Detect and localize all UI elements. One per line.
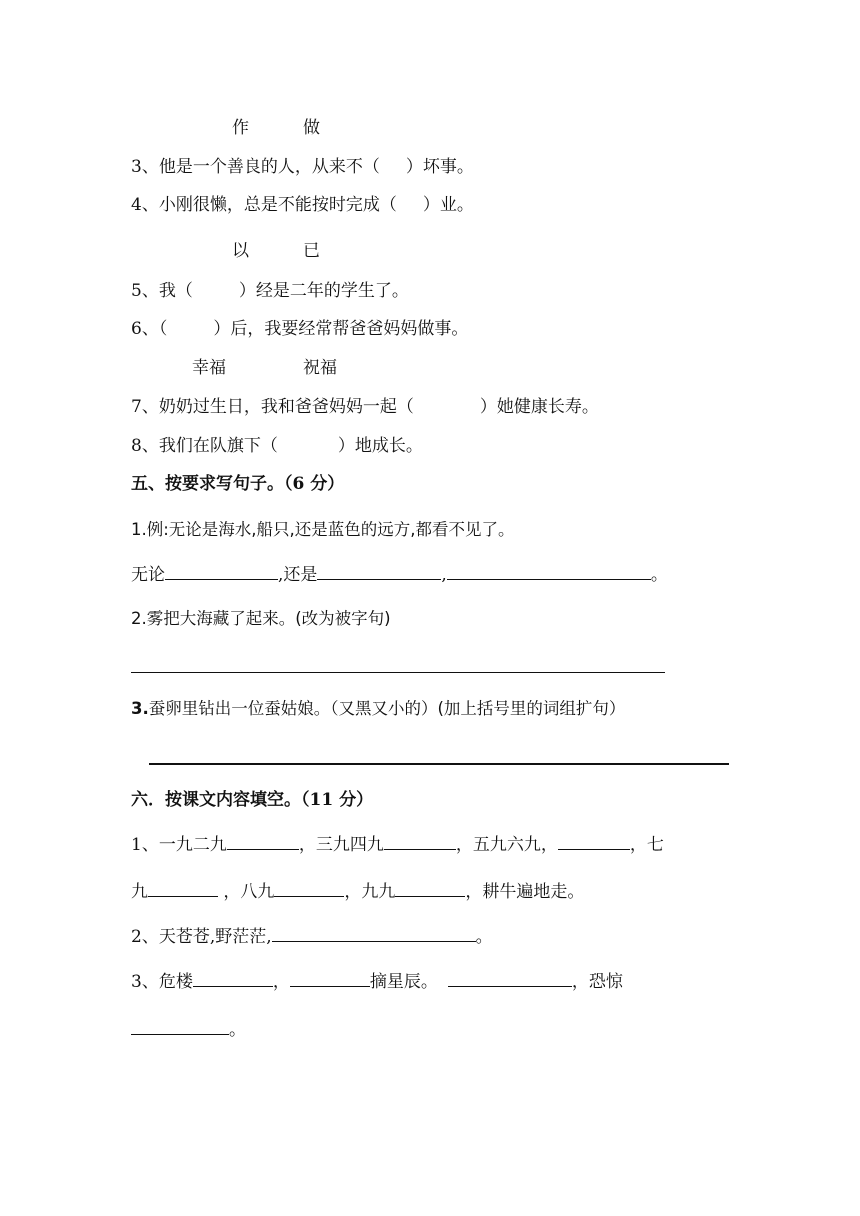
answer-blank[interactable]	[317, 563, 441, 580]
question-4	[131, 194, 474, 216]
question-text: ，七	[629, 835, 664, 855]
question-text: 2、天苍苍,野茫茫,	[131, 927, 272, 947]
answer-blank[interactable]	[447, 563, 651, 580]
question-text: ，耕牛遍地走。	[465, 882, 585, 902]
question-7	[131, 396, 599, 418]
section-5-q2: 2.雾把大海藏了起来。(改为被字句)	[131, 609, 391, 628]
answer-blank[interactable]	[148, 880, 218, 897]
question-text: 6、（	[131, 319, 168, 339]
question-text: 7、奶奶过生日，我和爸爸妈妈一起（	[131, 397, 414, 417]
word-option: 祝福	[303, 358, 337, 378]
question-text: ）经是二年的学生了。	[238, 281, 409, 301]
section-6-q1-line1	[131, 833, 664, 856]
question-text: ，九九	[344, 882, 396, 902]
answer-blank[interactable]	[227, 833, 299, 850]
question-text: 4、小刚很懒，总是不能按时完成（	[131, 195, 397, 215]
question-3	[131, 156, 474, 178]
question-text: ，	[272, 972, 290, 992]
question-text: 5、我（	[131, 281, 193, 301]
answer-blank[interactable]	[395, 880, 465, 897]
word-option: 已	[303, 241, 320, 261]
connector-text: ,还是	[278, 565, 318, 585]
answer-blank[interactable]	[272, 925, 476, 942]
end-text: 。	[229, 1020, 246, 1040]
section-6-q3-line2	[131, 1018, 246, 1041]
section-5-q1-example: 1.例:无论是海水,船只,还是蓝色的远方,都看不见了。	[131, 520, 515, 539]
comma-text: ,	[441, 565, 447, 585]
answer-blank[interactable]	[448, 970, 572, 987]
question-8	[131, 435, 423, 457]
word-option: 以	[232, 241, 249, 261]
question-text: 3、危楼	[131, 972, 193, 992]
word-option: 幸福	[192, 358, 226, 378]
answer-blank[interactable]	[290, 970, 370, 987]
question-text: ，五九六九，	[455, 835, 558, 855]
section-6-q2	[131, 925, 493, 948]
question-text: 摘星辰。	[369, 972, 438, 992]
question-text: ）她健康长寿。	[479, 397, 599, 417]
question-text: ）业。	[422, 195, 474, 215]
answer-line[interactable]	[149, 763, 729, 765]
question-text: ，八九	[218, 882, 275, 902]
answer-blank[interactable]	[558, 833, 630, 850]
answer-blank[interactable]	[274, 880, 344, 897]
question-6	[131, 318, 468, 340]
section-5-title: 五、按要求写句子。（6 分）	[131, 474, 345, 494]
end-text: 。	[475, 927, 493, 947]
word-option: 作	[232, 118, 249, 138]
section-6-title: 六．按课文内容填空。（11 分）	[131, 790, 374, 810]
answer-line[interactable]	[131, 672, 665, 673]
end-text: 。	[650, 565, 668, 585]
section-5-q3	[131, 698, 625, 720]
prefix-text: 无论	[131, 565, 165, 585]
section-6-q1-line2	[131, 880, 584, 903]
question-text: 1、一九二九	[131, 835, 227, 855]
answer-blank[interactable]	[193, 970, 273, 987]
question-text: ）地成长。	[337, 436, 423, 456]
question-text: ）坏事。	[405, 157, 474, 177]
question-number: 3.	[131, 699, 149, 718]
question-text: 九	[131, 882, 148, 902]
question-text: ，三九四九	[298, 835, 384, 855]
answer-blank[interactable]	[384, 833, 456, 850]
section-5-q1-answer	[131, 563, 668, 586]
word-option: 做	[303, 118, 320, 138]
question-text: ，恐惊	[571, 972, 623, 992]
question-text: ）后，我要经常帮爸爸妈妈做事。	[213, 319, 469, 339]
answer-blank[interactable]	[131, 1018, 229, 1035]
question-5	[131, 280, 409, 302]
question-text: 3、他是一个善良的人，从来不（	[131, 157, 380, 177]
question-text: 蚕卵里钻出一位蚕姑娘。（又黑又小的）(加上括号里的词组扩句）	[148, 699, 626, 718]
answer-blank[interactable]	[165, 563, 278, 580]
question-text: 8、我们在队旗下（	[131, 436, 278, 456]
section-6-q3-line1	[131, 970, 623, 993]
